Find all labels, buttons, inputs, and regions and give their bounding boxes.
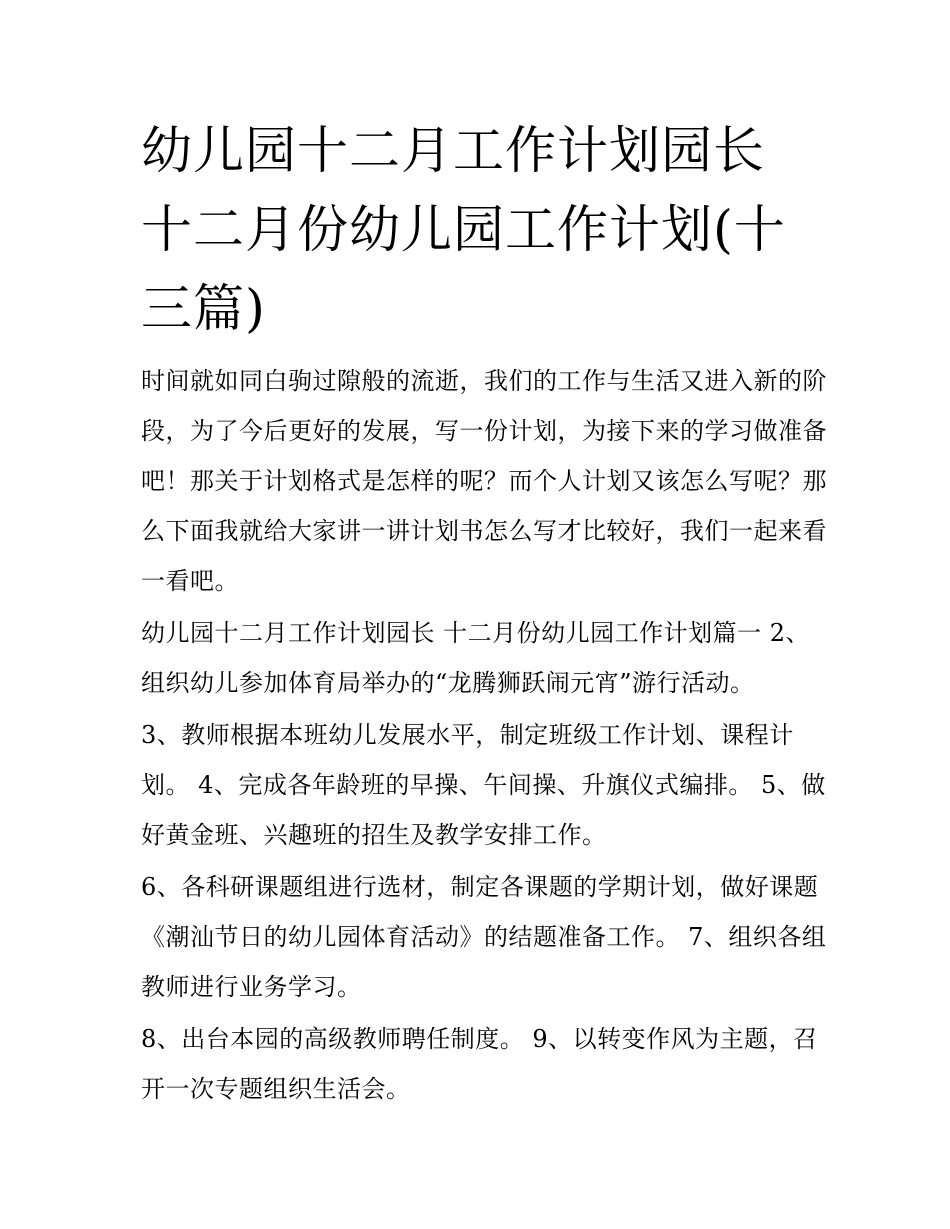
paragraph-items-3-5: 3、教师根据本班幼儿发展水平，制定班级工作计划、课程计划。 4、完成各年龄班的早操、午间操、升旗仪式编排。 5、做好黄金班、兴趣班的招生及教学安排工作。 — [141, 721, 826, 849]
paragraph-item-2: 幼儿园十二月工作计划园长 十二月份幼儿园工作计划篇一 2、组织幼儿参加体育局举办的“龙腾狮跃闹元宵”游行活动。 — [141, 619, 811, 697]
document-body — [141, 356, 831, 1116]
paragraph-intro: 时间就如同白驹过隙般的流逝，我们的工作与生活又进入新的阶段，为了今后更好的发展，写一份计划，为接下来的学习做准备吧！那关于计划格式是怎样的呢？而个人计划又该怎么写呢？那么下面我就给大家讲一讲计划书怎么写才比较好，我们一起来看一看吧。 — [141, 367, 827, 595]
page-title: 幼儿园十二月工作计划园长 十二月份幼儿园工作计划(十三篇) — [141, 122, 786, 339]
paragraph-items-8-9: 8、出台本园的高级教师聘任制度。 9、以转变作风为主题，召开一次专题组织生活会。 — [141, 1025, 818, 1103]
paragraph-items-6-7: 6、各科研课题组进行选材，制定各课题的学期计划，做好课题《潮汕节日的幼儿园体育活动》的结题准备工作。 7、组织各组教师进行业务学习。 — [141, 873, 827, 1001]
